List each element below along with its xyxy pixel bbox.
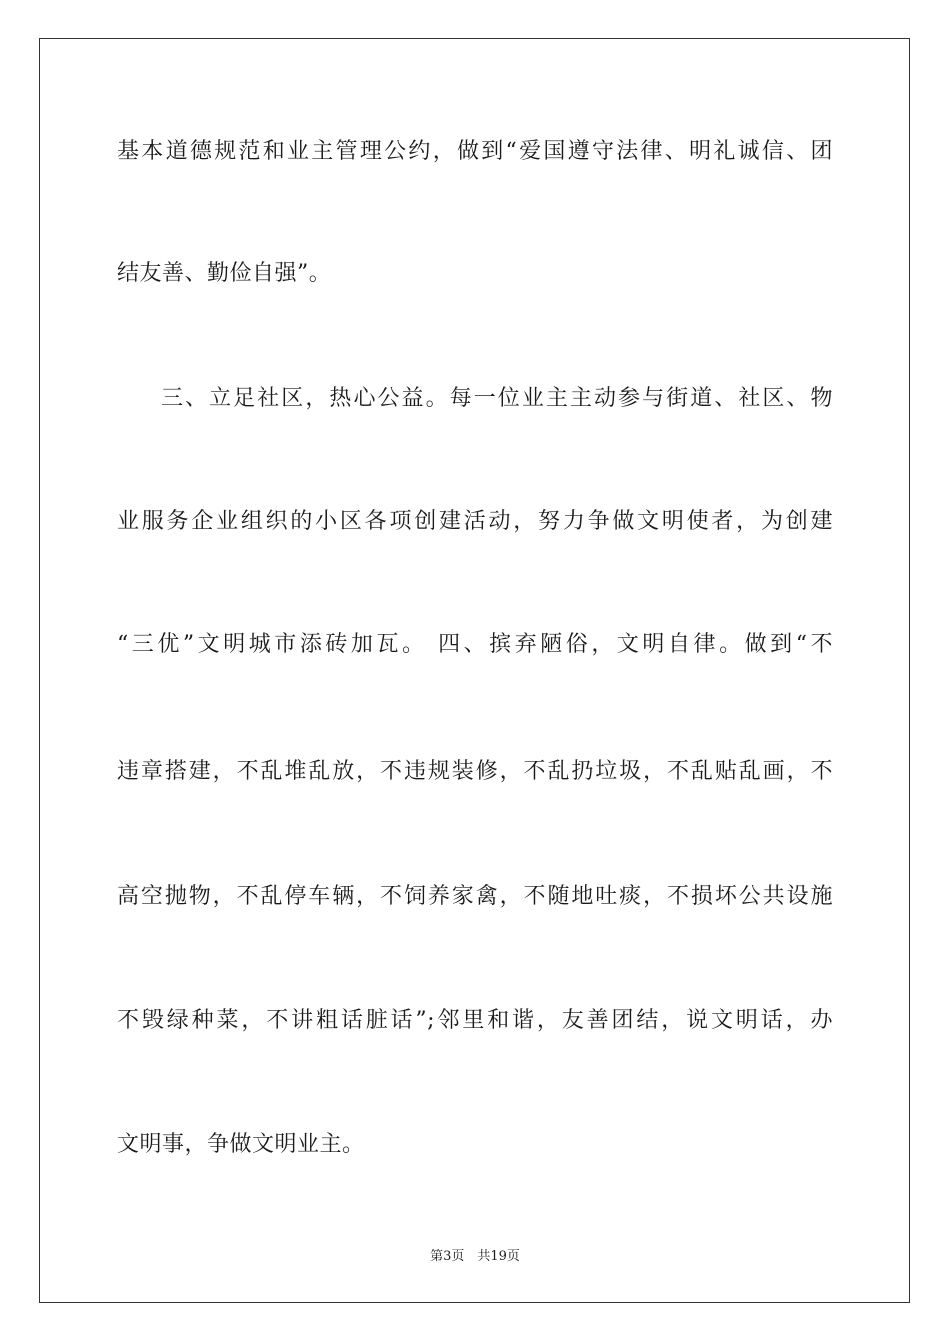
text-line-3: 三、立足社区，热心公益。每一位业主主动参与街道、社区、物 bbox=[161, 386, 833, 411]
text-line-9: 文明事，争做文明业主。 bbox=[117, 1132, 365, 1157]
text-line-4: 业服务企业组织的小区各项创建活动，努力争做文明使者，为创建 bbox=[117, 509, 833, 534]
text-line-1: 基本道德规范和业主管理公约，做到“爱国遵守法律、明礼诚信、团 bbox=[117, 139, 833, 164]
text-line-6: 违章搭建，不乱堆乱放，不违规装修，不乱扔垃圾，不乱贴乱画，不 bbox=[117, 759, 833, 784]
text-line-2: 结友善、勤俭自强”。 bbox=[117, 261, 332, 286]
text-line-5: “三优”文明城市添砖加瓦。 四、摈弃陋俗，文明自律。做到“不 bbox=[117, 632, 833, 657]
page-number-footer: 第3页 共19页 bbox=[430, 1249, 520, 1264]
page-border bbox=[39, 38, 910, 1303]
text-line-8: 不毁绿种菜，不讲粗话脏话”;邻里和谐，友善团结，说文明话，办 bbox=[117, 1008, 833, 1033]
text-line-7: 高空抛物，不乱停车辆，不饲养家禽，不随地吐痰，不损坏公共设施 bbox=[117, 884, 833, 909]
